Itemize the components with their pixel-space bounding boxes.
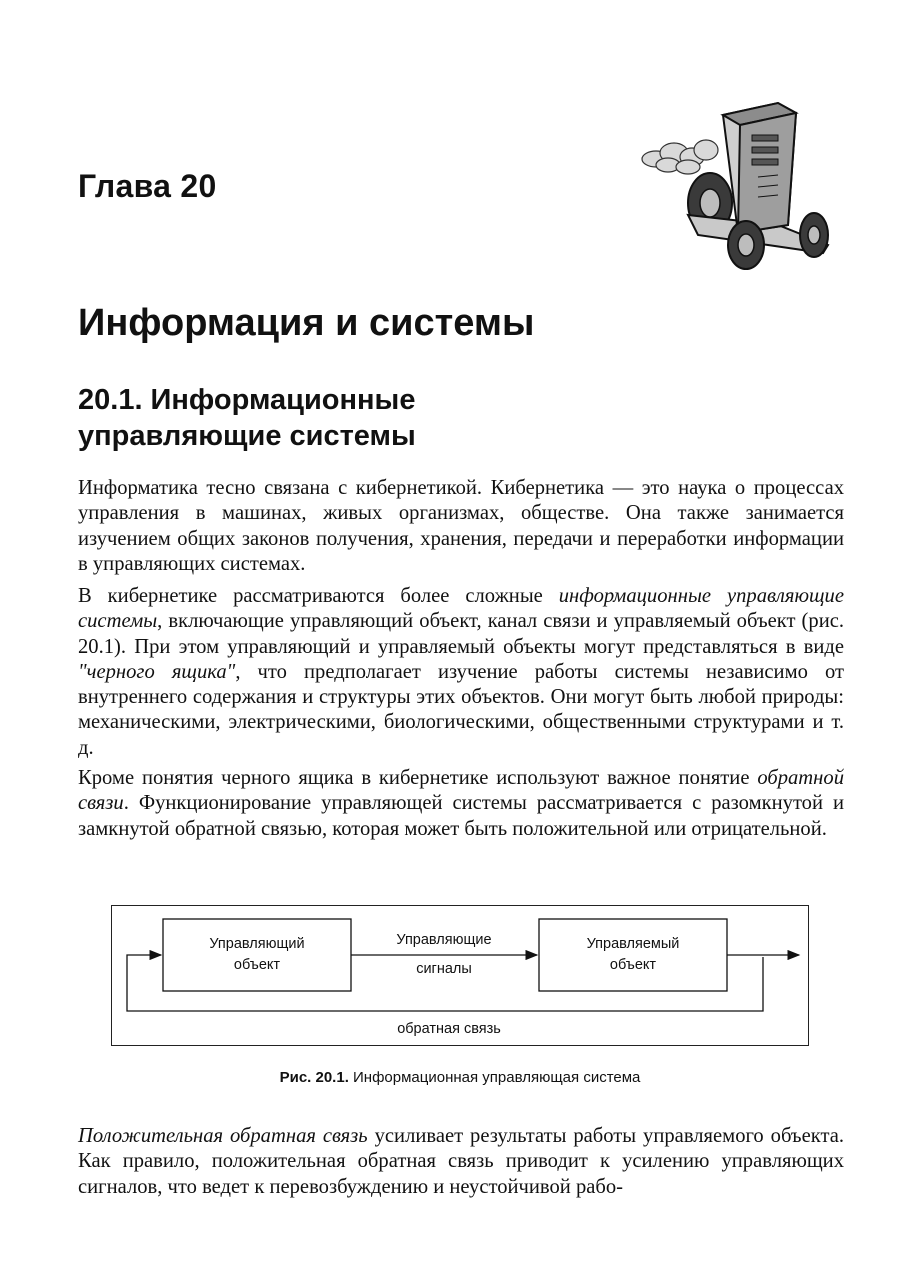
computer-car-illustration [628,95,840,275]
signal-label: сигналы [416,961,472,977]
text-run: . Функционирование управляющей системы рассматривается с разомкнутой и замкнутой обратной связью, которая может быть положительной или отрицательной. [78,792,844,840]
text-run: В кибернетике рассматриваются более сложные [78,585,559,607]
controlled-object-label: Управляемый [586,936,680,952]
paragraph [78,584,844,761]
text-run: Кроме понятия черного ящика в кибернетике используют важное понятие [78,767,758,789]
smoke-icon [642,140,718,174]
text-run: , что предполагает изучение работы системы независимо от внутреннего содержания и структуры этих объектов. Они могут быть любой природы: механическими, электрическими, биологическими, общественными структурами и т. д. [78,660,844,759]
emphasis: Положительная обратная связь [78,1125,368,1147]
paragraph: Информатика тесно связана с кибернетикой. Кибернетика — это наука о процессах управления в машинах, живых организмах, обществе. Она также занимается изучением общих законов получения, хранения, передачи и переработки информации в управляющих системах. [78,477,844,575]
text-run: , включающие управляющий объект, канал связи и управляемый объект (рис. 20.1). При этом управляющий и управляемый объекты могут представляться в виде [78,610,844,658]
emphasis: обратной связи [78,767,844,815]
chapter-label: Глава 20 [78,168,217,204]
controlling-object-label: Управляющий [209,936,305,952]
control-system-diagram [111,905,809,1046]
emphasis: "черного ящика" [78,660,236,683]
computer-tower-icon [723,103,796,233]
paragraph [78,766,844,842]
signal-label: Управляющие [396,932,492,948]
section-title-line: 20.1. Информационные [78,384,416,416]
feedback-label: обратная связь [397,1021,501,1037]
controlling-object-label: объект [233,957,281,973]
chapter-title: Информация и системы [78,302,535,344]
controlled-object-label: объект [609,957,657,973]
section-title-line: управляющие системы [78,420,416,452]
figure-caption-text: Информационная управляющая система [348,1069,641,1086]
text-run: усиливает результаты работы управляемого объекта. Как правило, положительная обратная связь приводит к усилению управляющих сигналов, что ведет к перевозбуждению и неустойчивой рабо- [78,1125,844,1198]
section-title [78,382,678,454]
paragraph [78,1124,844,1200]
controlled-object-box [539,919,727,991]
emphasis: информационные управляющие системы [78,585,844,633]
controlling-object-box [163,919,351,991]
figure-caption [0,1069,920,1086]
figure-number: Рис. 20.1. [279,1069,349,1086]
